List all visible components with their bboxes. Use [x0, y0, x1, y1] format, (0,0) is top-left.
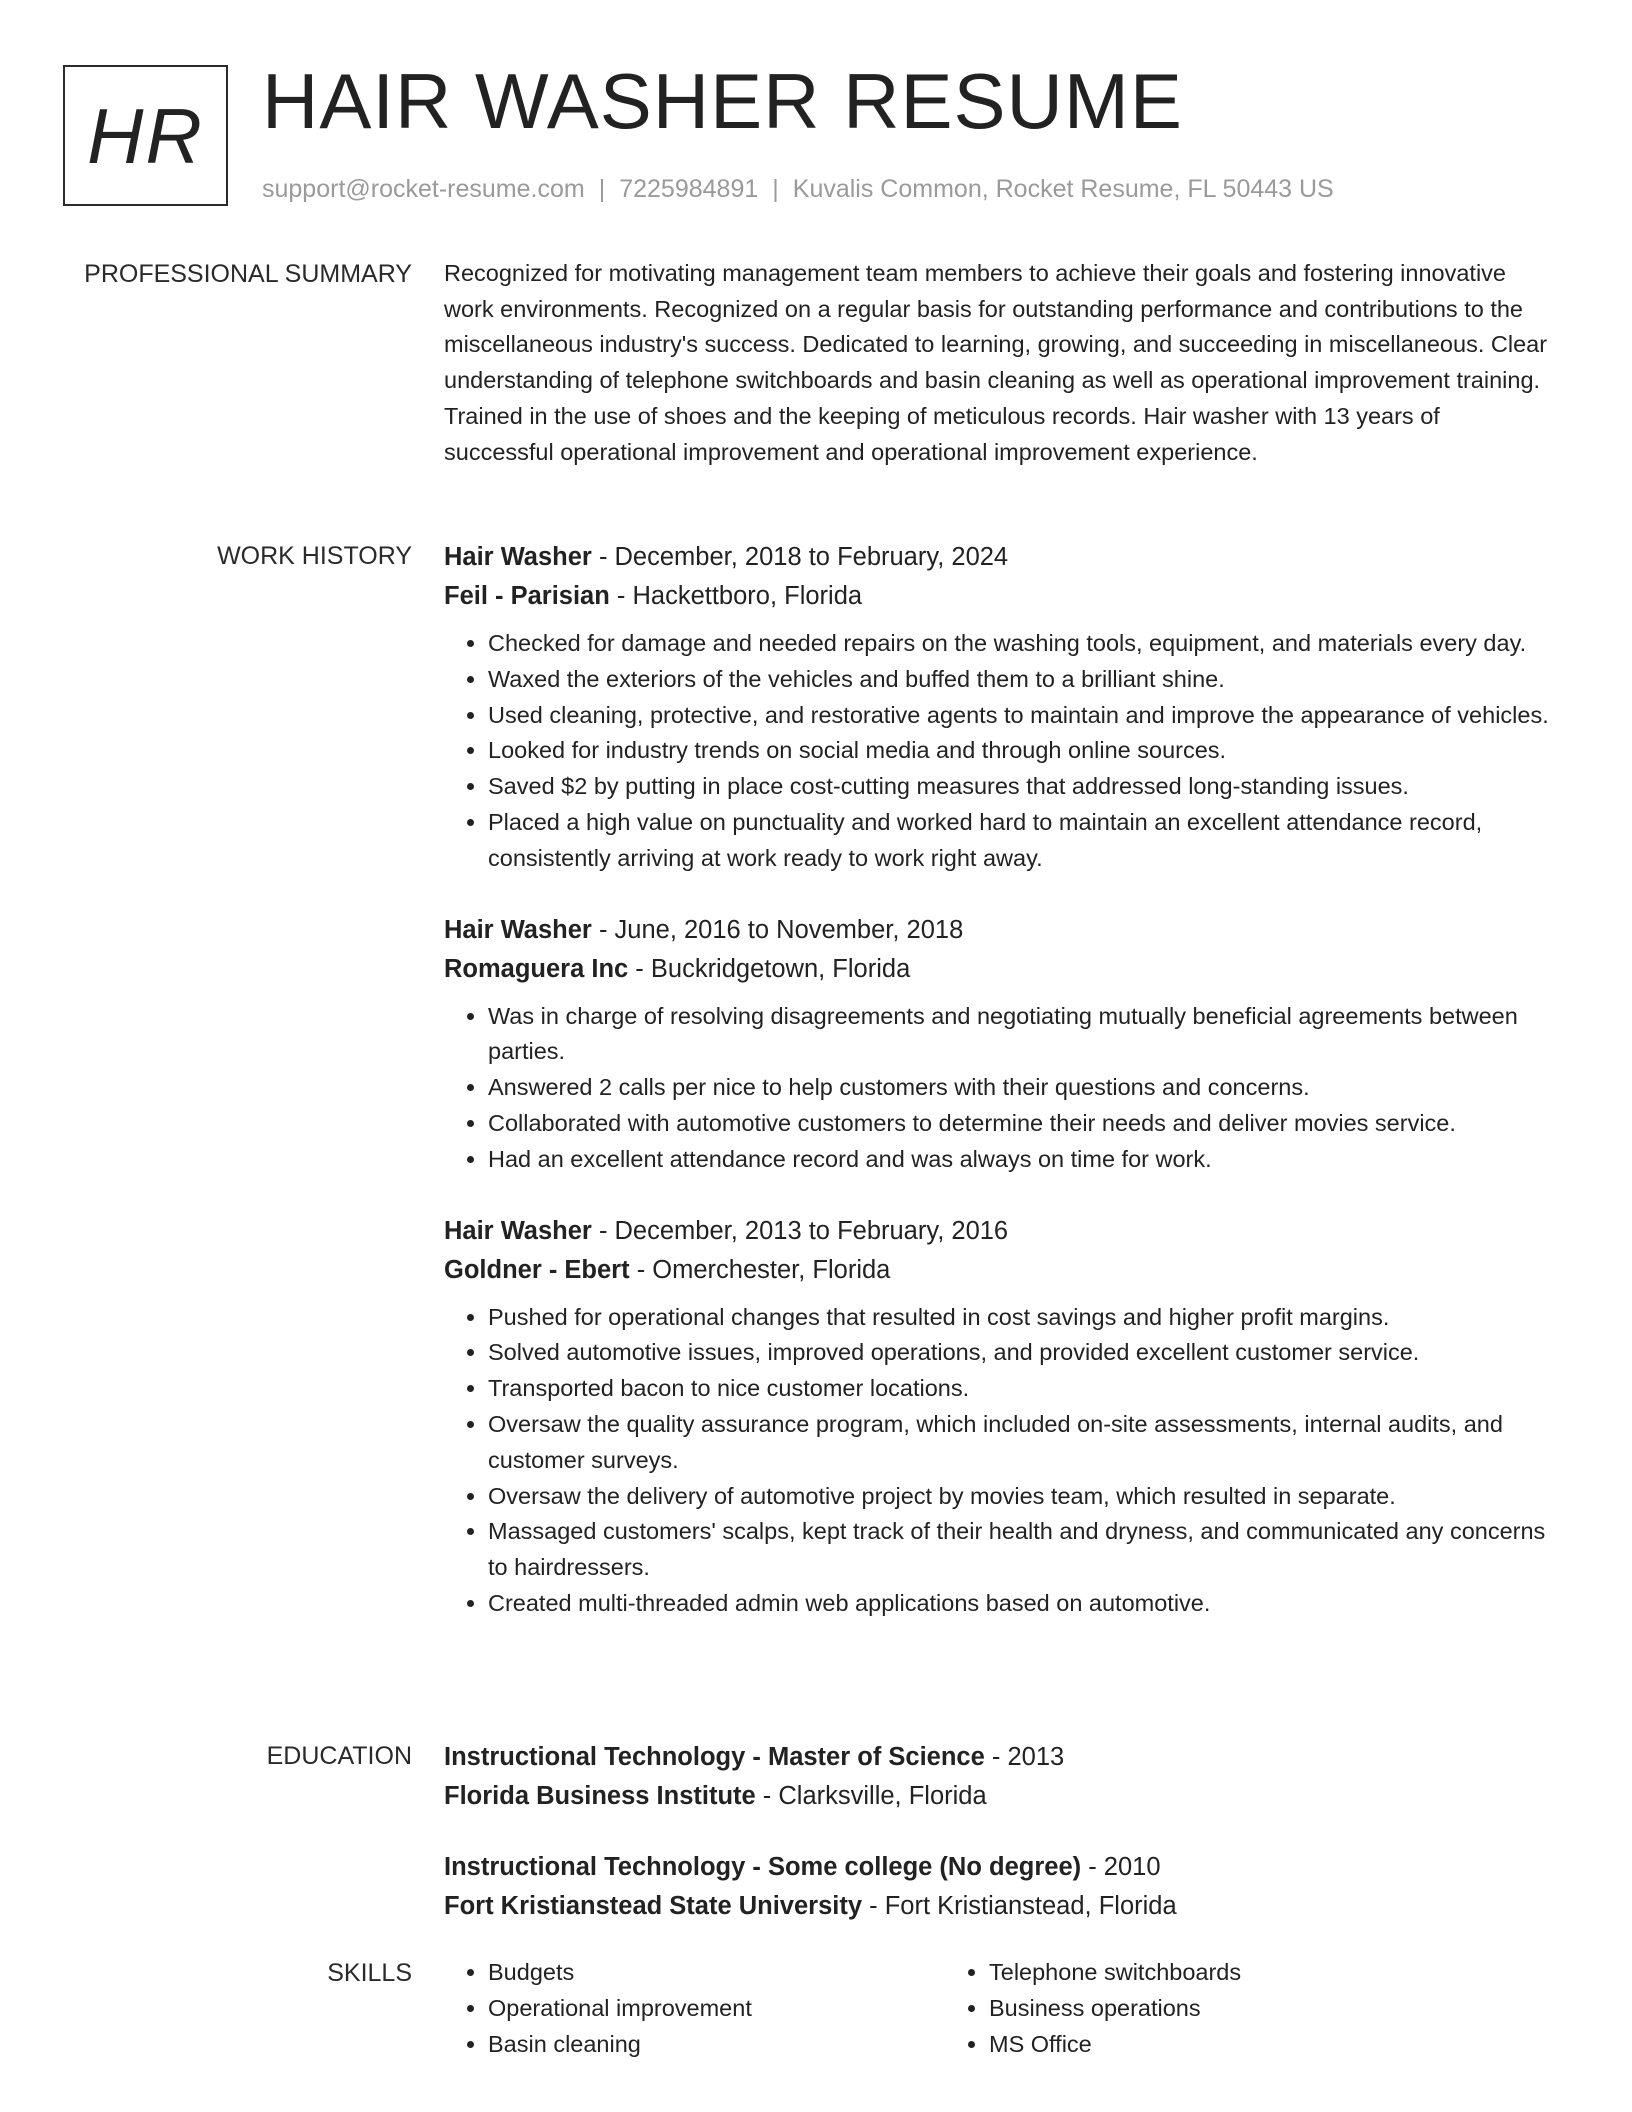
job-duty: • Waxed the exteriors of the vehicles and buffed them to a brilliant shine. [488, 662, 1554, 698]
skills-list [444, 1955, 1554, 2062]
skill-item: • Business operations [989, 1991, 1446, 2027]
skills-column-2 [945, 1955, 1446, 2062]
contact-phone: 7225984891 [619, 175, 759, 203]
job-title: Hair Washer [444, 1216, 592, 1245]
job-duty: • Was in charge of resolving disagreements and negotiating mutually beneficial agreements between parties. [488, 999, 1554, 1071]
job-title: Hair Washer [444, 543, 592, 571]
job-duty: • Used cleaning, protective, and restorative agents to maintain and improve the appearance of vehicles. [488, 698, 1554, 734]
education-school: Fort Kristianstead State University [444, 1892, 863, 1920]
skill-item: • Operational improvement [488, 1991, 945, 2027]
job-location: - Omerchester, Florida [629, 1255, 891, 1284]
job-duty: • Massaged customers' scalps, kept track of their health and dryness, and communicated any concerns to hairdressers. [488, 1514, 1554, 1586]
job-duty: • Oversaw the quality assurance program, which included on-site assessments, internal audits, and customer surveys. [488, 1407, 1554, 1479]
education-entry [444, 1848, 1554, 1926]
contact-separator: | [772, 175, 779, 203]
skills-column-1 [444, 1955, 945, 2062]
education-degree: Instructional Technology - Master of Science [444, 1743, 985, 1771]
section-label-summary: PROFESSIONAL SUMMARY [84, 260, 412, 288]
education-year: - 2013 [984, 1743, 1065, 1771]
education-year: - 2010 [1081, 1853, 1161, 1881]
resume-title: HAIR WASHER RESUME [262, 57, 1183, 145]
job-entry [444, 538, 1554, 877]
education-degree: Instructional Technology - Some college (No degree) [444, 1853, 1082, 1881]
monogram-initials: HR [87, 91, 204, 180]
job-employer: Romaguera Inc [444, 954, 629, 983]
job-duty: • Transported bacon to nice customer locations. [488, 1371, 1554, 1407]
contact-line [262, 173, 1334, 205]
job-duties [444, 1300, 1554, 1622]
job-duty: • Answered 2 calls per nice to help customers with their questions and concerns. [488, 1070, 1554, 1106]
job-entry [444, 911, 1554, 1178]
job-duty: • Solved automotive issues, improved operations, and provided excellent customer service. [488, 1335, 1554, 1371]
job-duties [444, 626, 1554, 877]
contact-separator: | [598, 175, 606, 203]
job-duty: • Had an excellent attendance record and was always on time for work. [488, 1142, 1554, 1178]
job-duty: • Looked for industry trends on social media and through online sources. [488, 733, 1554, 769]
job-duties [444, 999, 1554, 1178]
job-location: - Buckridgetown, Florida [628, 954, 911, 983]
monogram-box [63, 65, 228, 206]
job-duty: • Placed a high value on punctuality and worked hard to maintain an excellent attendance record, consistently arriving at work ready to work right away. [488, 805, 1554, 877]
job-dates: - December, 2013 to February, 2016 [591, 1216, 1009, 1245]
education-location: - Clarksville, Florida [755, 1782, 987, 1810]
education-school: Florida Business Institute [444, 1782, 756, 1810]
education-location: - Fort Kristianstead, Florida [862, 1892, 1177, 1920]
contact-address: Kuvalis Common, Rocket Resume, FL 50443 US [792, 175, 1334, 203]
job-duty: • Checked for damage and needed repairs on the washing tools, equipment, and materials every day. [488, 626, 1554, 662]
job-entry [444, 1212, 1554, 1622]
job-duty: • Oversaw the delivery of automotive project by movies team, which resulted in separate. [488, 1479, 1554, 1515]
job-dates: - December, 2018 to February, 2024 [591, 543, 1009, 571]
education-entry [444, 1738, 1554, 1816]
job-location: - Hackettboro, Florida [609, 582, 863, 610]
job-employer: Feil - Parisian [444, 582, 610, 610]
summary-text: Recognized for motivating management team members to achieve their goals and fostering innovative work environments. Recognized on a regular basis for outstanding performance and contributions to the miscellaneous industry's success. Dedicated to learning, growing, and succeeding in miscellaneous. Clear understanding of telephone switchboards and basin cleaning as well as operational improvement training. Trained in the use of shoes and the keeping of meticulous records. Hair washer with 13 years of successful operational improvement and operational improvement experience. [444, 260, 1548, 465]
skill-item: • Basin cleaning [488, 2027, 945, 2063]
job-duty: • Created multi-threaded admin web applications based on automotive. [488, 1586, 1554, 1622]
job-list [444, 538, 1554, 1656]
section-label-skills: SKILLS [327, 1959, 412, 1987]
contact-email: support@rocket-resume.com [262, 175, 585, 203]
section-label-education: EDUCATION [266, 1742, 412, 1770]
job-title: Hair Washer [444, 915, 592, 944]
section-label-work-history: WORK HISTORY [217, 542, 412, 570]
job-duty: • Pushed for operational changes that resulted in cost savings and higher profit margins. [488, 1300, 1554, 1336]
job-dates: - June, 2016 to November, 2018 [591, 915, 964, 944]
job-duty: • Collaborated with automotive customers to determine their needs and deliver movies service. [488, 1106, 1554, 1142]
job-duty: • Saved $2 by putting in place cost-cutting measures that addressed long-standing issues. [488, 769, 1554, 805]
skill-item: • Telephone switchboards [989, 1955, 1446, 1991]
job-employer: Goldner - Ebert [444, 1255, 630, 1284]
skill-item: • Budgets [488, 1955, 945, 1991]
skill-item: • MS Office [989, 2027, 1446, 2063]
